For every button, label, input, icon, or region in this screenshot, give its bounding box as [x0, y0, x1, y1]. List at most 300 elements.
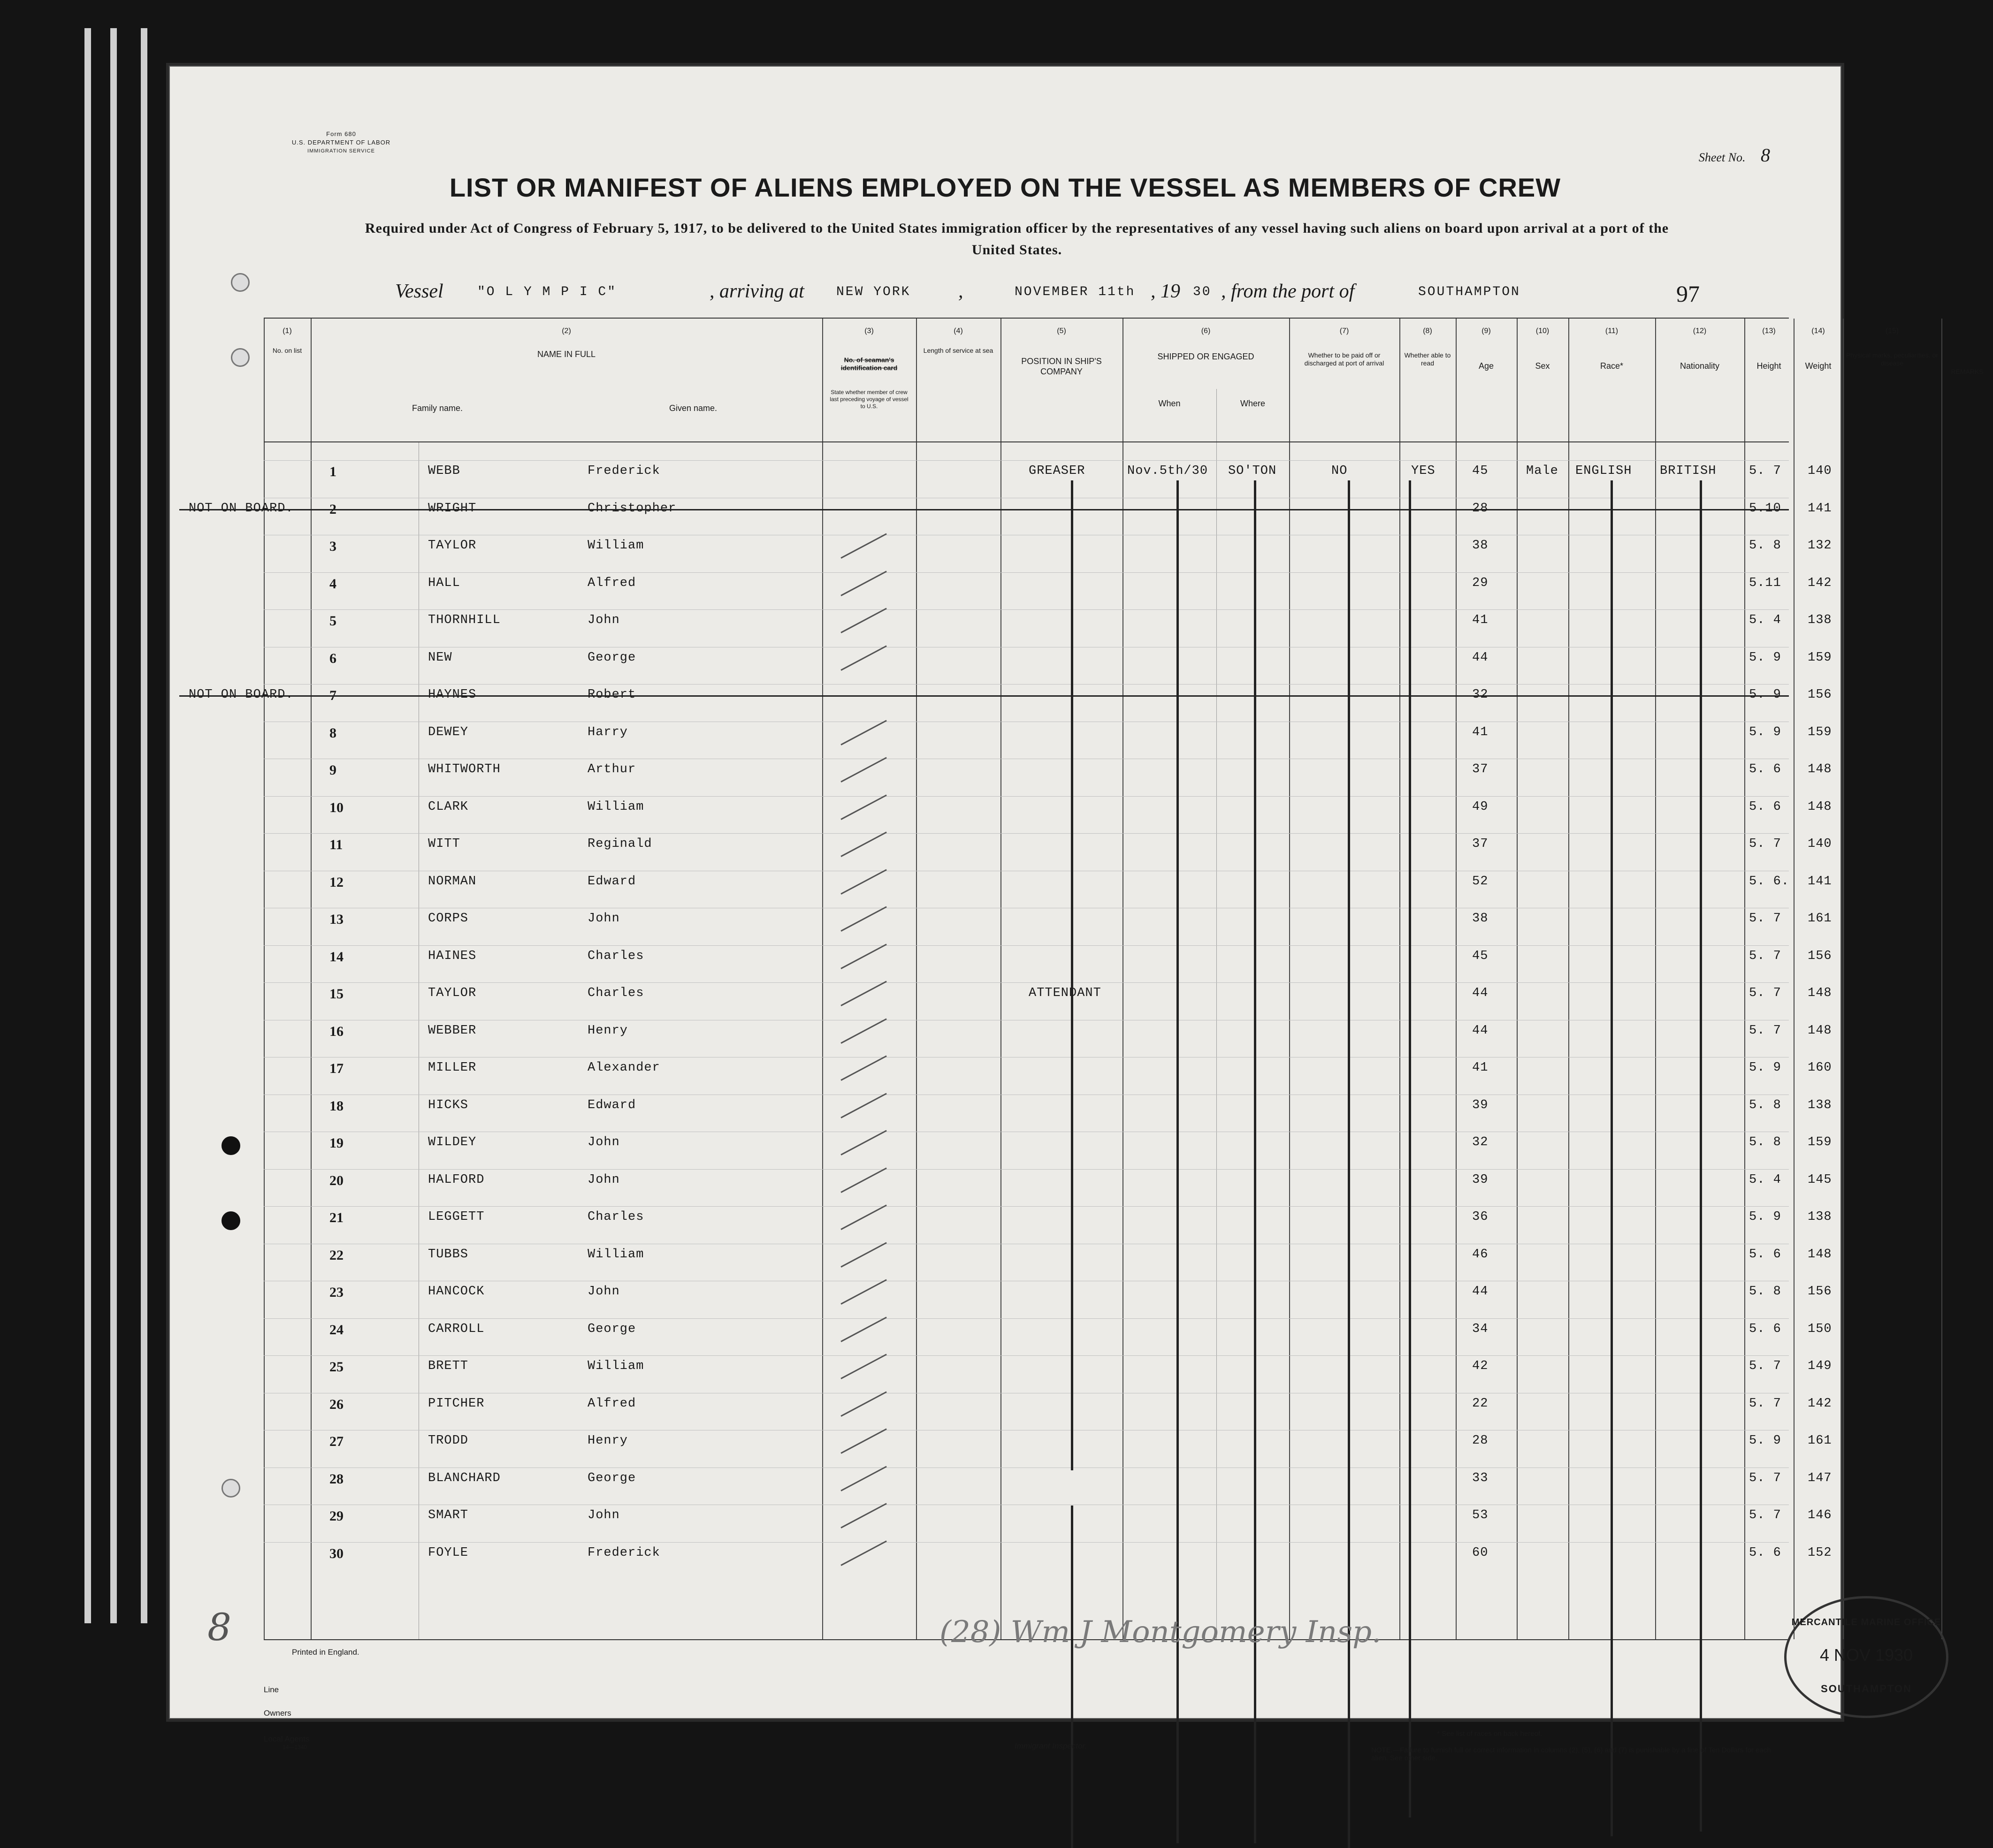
family-name: WRIGHT: [428, 501, 477, 516]
table-row: [264, 1359, 1832, 1397]
given-name: John: [588, 912, 620, 926]
family-name: LEGGETT: [428, 1210, 485, 1224]
given-name: Charles: [588, 949, 644, 963]
age: 36: [1472, 1210, 1489, 1224]
row-number: 14: [329, 949, 344, 965]
height: 5. 8: [1749, 1285, 1781, 1299]
col-9-number: (9): [1481, 327, 1491, 335]
ditto-line: [1409, 480, 1411, 1818]
age: 52: [1472, 874, 1489, 889]
sheet-number-label: Sheet No.: [1698, 151, 1746, 164]
family-name: FOYLE: [428, 1545, 469, 1560]
col-header-card: No. of seaman's identification card: [840, 356, 898, 372]
age: 38: [1472, 912, 1489, 926]
height: 5. 9: [1749, 650, 1781, 665]
family-name: WITT: [428, 837, 460, 851]
race: ENGLISH: [1575, 464, 1632, 478]
col-10-number: (10): [1535, 327, 1550, 335]
page-title: LIST OR MANIFEST OF ALIENS EMPLOYED ON THE VESSEL AS MEMBERS OF CREW: [449, 173, 1561, 202]
given-name: Christopher: [588, 501, 677, 516]
weight: 148: [1808, 1247, 1832, 1262]
col-13-number: (13): [1762, 327, 1776, 335]
races-note: * See list of races on back hereof.: [1437, 1730, 1542, 1738]
from-label: , from the port of: [1221, 281, 1355, 302]
col-header-weight: Weight: [1805, 361, 1832, 371]
row-number: 29: [329, 1508, 344, 1524]
weight: 156: [1808, 1285, 1832, 1299]
row-number: 9: [329, 762, 336, 778]
col-3-number: (3): [864, 327, 874, 335]
sheet-number: [1699, 144, 1770, 166]
col-header-given: Given name.: [669, 403, 718, 413]
row-number: 11: [329, 837, 343, 852]
row-number: 18: [329, 1098, 344, 1114]
row-number: 26: [329, 1396, 344, 1412]
family-name: MILLER: [428, 1061, 477, 1075]
table-row: [264, 576, 1832, 614]
age: 45: [1472, 949, 1489, 963]
height: 5. 7: [1749, 949, 1781, 963]
given-name: Edward: [588, 1098, 636, 1112]
family-name: WEBBER: [428, 1023, 477, 1038]
weight: 148: [1808, 799, 1832, 814]
weight: 150: [1808, 1322, 1832, 1336]
family-name: HALL: [428, 576, 460, 590]
page-edge: [110, 28, 117, 1623]
weight: 161: [1808, 1434, 1832, 1448]
age: 37: [1472, 837, 1489, 851]
age: 22: [1472, 1396, 1489, 1411]
col-15-number: (15): [1885, 327, 1899, 335]
owners-label: Owners: [264, 1709, 291, 1718]
table-row: [264, 1247, 1832, 1285]
row-number: 1: [329, 464, 336, 479]
family-name: TUBBS: [428, 1247, 469, 1262]
age: 39: [1472, 1172, 1489, 1187]
row-number: 8: [329, 725, 336, 741]
arriving-label: , arriving at: [710, 281, 804, 302]
height: 5. 8: [1749, 539, 1781, 553]
age: 44: [1472, 1285, 1489, 1299]
col-header-last-voyage: State whether member of crew last preceding voyage of vessel to U.S.: [830, 389, 909, 410]
table-row: [264, 874, 1832, 912]
col-header-read: Whether able to read: [1404, 351, 1451, 367]
family-name: NORMAN: [428, 874, 477, 889]
row-number: 19: [329, 1135, 344, 1151]
given-name: Alfred: [588, 1396, 636, 1411]
arrival-port: NEW YORK: [836, 285, 911, 299]
family-name: DEWEY: [428, 725, 469, 739]
col-7-number: (7): [1339, 327, 1349, 335]
weight: 148: [1808, 1023, 1832, 1038]
row-number: 15: [329, 986, 344, 1002]
col-header-where: Where: [1240, 399, 1265, 408]
col-11-number: (11): [1605, 327, 1619, 335]
row-number: 24: [329, 1322, 344, 1338]
form-number: Form 680: [326, 130, 356, 137]
given-name: Harry: [588, 725, 628, 739]
weight: 141: [1808, 874, 1832, 889]
col-header-service: Length of service at sea: [923, 347, 993, 354]
given-name: Reginald: [588, 837, 652, 851]
age: 41: [1472, 725, 1489, 739]
table-row: [264, 1545, 1832, 1583]
col-header-when: When: [1158, 399, 1181, 408]
col-header-paid-off: Whether to be paid off or discharged at port of arrival: [1304, 351, 1384, 367]
row-number: 12: [329, 874, 344, 890]
height: 5. 8: [1749, 1135, 1781, 1149]
ditto-line: [1700, 480, 1702, 1832]
given-name: John: [588, 1135, 620, 1149]
weight: 141: [1808, 501, 1832, 516]
row-number: 17: [329, 1061, 344, 1076]
weight: 140: [1808, 837, 1832, 851]
height: 5. 7: [1749, 1396, 1781, 1411]
table-row: [264, 1172, 1832, 1210]
form-header: [261, 130, 421, 155]
height: 5. 9: [1749, 1434, 1781, 1448]
table-row: [264, 949, 1832, 987]
given-name: Henry: [588, 1023, 628, 1038]
col-header-age: Age: [1478, 361, 1494, 371]
col-header-remarks: REMARKS: [1951, 368, 1984, 375]
table-row: [264, 837, 1832, 875]
weight: 132: [1808, 539, 1832, 553]
punch-hole: [231, 348, 250, 367]
given-name: Frederick: [588, 464, 660, 478]
col-header-name: NAME IN FULL: [537, 350, 596, 359]
table-row: [264, 725, 1832, 763]
inspector-signature: (28) Wm J Montgomery Insp.: [939, 1615, 1382, 1650]
weight: 145: [1808, 1172, 1832, 1187]
given-name: John: [588, 1285, 620, 1299]
family-name: NEW: [428, 650, 452, 665]
manifest-number: 97: [1676, 281, 1700, 307]
weight: 160: [1808, 1061, 1832, 1075]
age: 37: [1472, 762, 1489, 776]
family-name: TAYLOR: [428, 986, 477, 1000]
weight: 149: [1808, 1359, 1832, 1373]
height: 5. 6: [1749, 1247, 1781, 1262]
ditto-line: [1071, 480, 1073, 1470]
family-name: HAINES: [428, 949, 477, 963]
height: 5. 6: [1749, 762, 1781, 776]
age: 33: [1472, 1471, 1489, 1485]
family-name: PITCHER: [428, 1396, 485, 1411]
table-row: [264, 539, 1832, 576]
age: 60: [1472, 1545, 1489, 1560]
row-number: 7: [329, 688, 336, 703]
row-number: 21: [329, 1210, 344, 1225]
height: 5. 9: [1749, 1061, 1781, 1075]
height: 5.10: [1749, 501, 1781, 516]
punch-hole: [231, 273, 250, 292]
col-header-no: No. on list: [272, 347, 302, 354]
not-on-board-note: NOT ON BOARD.: [189, 501, 294, 516]
weight: 156: [1808, 688, 1832, 702]
col-2-number: (2): [562, 327, 571, 335]
weight: 140: [1808, 464, 1832, 478]
col-header-shipped: SHIPPED OR ENGAGED: [1157, 352, 1254, 361]
given-name: William: [588, 539, 644, 553]
row-number: 2: [329, 501, 336, 517]
height: 5. 9: [1749, 688, 1781, 702]
col-12-number: (12): [1693, 327, 1707, 335]
nationality: BRITISH: [1660, 464, 1717, 478]
strike-line: [179, 695, 1789, 697]
row-number: 28: [329, 1471, 344, 1487]
table-row: [264, 1098, 1832, 1136]
given-name: Edward: [588, 874, 636, 889]
height: 5. 6.: [1749, 874, 1790, 889]
table-row: [264, 1135, 1832, 1173]
weight: 156: [1808, 949, 1832, 963]
not-on-board-note: NOT ON BOARD.: [189, 688, 294, 702]
given-name: Frederick: [588, 1545, 660, 1560]
height: 5. 4: [1749, 1172, 1781, 1187]
weight: 138: [1808, 1210, 1832, 1224]
table-row: [264, 650, 1832, 688]
page-subtitle: Required under Act of Congress of February 5, 1917, to be delivered to the United States immigration officer by the representatives of any vessel having such aliens on board upon arrival at a port of the United States.: [365, 221, 1669, 258]
family-name: HALFORD: [428, 1172, 485, 1187]
given-name: George: [588, 1471, 636, 1485]
weight: 159: [1808, 725, 1832, 739]
departure-port: SOUTHAMPTON: [1418, 285, 1520, 299]
age: 28: [1472, 501, 1489, 516]
table-row: [264, 912, 1832, 949]
weight: 148: [1808, 986, 1832, 1000]
age: 29: [1472, 576, 1489, 590]
row-number: 20: [329, 1172, 344, 1188]
paid-off: NO: [1331, 464, 1348, 478]
age: 53: [1472, 1508, 1489, 1522]
height: 5. 4: [1749, 613, 1781, 627]
given-name: John: [588, 1508, 620, 1522]
row-number: 5: [329, 613, 336, 629]
given-name: Charles: [588, 1210, 644, 1224]
page-edge: [84, 28, 91, 1623]
table-row: [264, 986, 1832, 1024]
stamp-bottom: SOUTHAMPTON: [1821, 1683, 1912, 1695]
arrival-date: NOVEMBER 11th: [1015, 285, 1136, 299]
printed-note: Printed in England.: [292, 1648, 359, 1657]
agents-label: Local Agents: [264, 1734, 310, 1743]
table-row: [264, 1471, 1832, 1509]
col-4-number: (4): [954, 327, 963, 335]
year-suffix: 30: [1193, 285, 1212, 299]
given-name: William: [588, 1359, 644, 1373]
given-name: John: [588, 1172, 620, 1187]
col-14-number: (14): [1811, 327, 1825, 335]
age: 46: [1472, 1247, 1489, 1262]
age: 34: [1472, 1322, 1489, 1336]
year-prefix: , 19: [1151, 281, 1180, 302]
table-row: [264, 1023, 1832, 1061]
age: 45: [1472, 464, 1489, 478]
height: 5. 7: [1749, 1508, 1781, 1522]
row-number: 22: [329, 1247, 344, 1263]
height: 5. 7: [1749, 1471, 1781, 1485]
table-row: [264, 762, 1832, 800]
form-code: 14—1340: [283, 1744, 307, 1750]
table-row: [264, 799, 1832, 837]
given-name: Robert: [588, 688, 636, 702]
age: 28: [1472, 1434, 1489, 1448]
height: 5. 7: [1749, 837, 1781, 851]
weight: 148: [1808, 762, 1832, 776]
given-name: John: [588, 613, 620, 627]
punch-hole: [221, 1479, 240, 1498]
family-name: HICKS: [428, 1098, 469, 1112]
family-name: HANCOCK: [428, 1285, 485, 1299]
sex: Male: [1526, 464, 1558, 478]
vessel-label: Vessel: [395, 281, 443, 302]
col-1-number: (1): [283, 327, 292, 335]
age: 32: [1472, 688, 1489, 702]
given-name: Arthur: [588, 762, 636, 776]
table-row: [264, 464, 1832, 502]
stamp-top: MERCANTILE MARINE OFFICE: [1791, 1617, 1941, 1627]
family-name: WILDEY: [428, 1135, 477, 1149]
age: 49: [1472, 799, 1489, 814]
ditto-line: [1611, 480, 1613, 1836]
row-number: 16: [329, 1023, 344, 1039]
weight: 147: [1808, 1471, 1832, 1485]
row-number: 4: [329, 576, 336, 592]
table-row: [264, 1322, 1832, 1360]
row-number: 25: [329, 1359, 344, 1375]
row-number: 3: [329, 539, 336, 554]
row-number: 13: [329, 912, 344, 927]
shipped-where: SO'TON: [1228, 464, 1277, 478]
col-6-number: (6): [1201, 327, 1211, 335]
age: 44: [1472, 650, 1489, 665]
age: 32: [1472, 1135, 1489, 1149]
weight: 152: [1808, 1545, 1832, 1560]
punch-hole: [221, 1136, 240, 1155]
family-name: HAYNES: [428, 688, 477, 702]
family-name: TAYLOR: [428, 539, 477, 553]
family-name: BLANCHARD: [428, 1471, 501, 1485]
height: 5. 7: [1749, 912, 1781, 926]
given-name: George: [588, 1322, 636, 1336]
col-header-nationality: Nationality: [1680, 361, 1720, 371]
comma: ,: [958, 281, 963, 302]
row-number: 30: [329, 1545, 344, 1561]
weight: 159: [1808, 650, 1832, 665]
page-edge: [141, 28, 147, 1623]
col-header-position: POSITION IN SHIP'S COMPANY: [1021, 357, 1102, 376]
family-name: WHITWORTH: [428, 762, 501, 776]
family-name: THORNHILL: [428, 613, 501, 627]
height: 5. 7: [1749, 1023, 1781, 1038]
table-row: [264, 1061, 1832, 1098]
age: 44: [1472, 986, 1489, 1000]
weight: 161: [1808, 912, 1832, 926]
table-row: [189, 688, 1832, 725]
given-name: Henry: [588, 1434, 628, 1448]
line-label: Line: [264, 1685, 279, 1694]
manifest-sheet: [169, 66, 1984, 1762]
family-name: CORPS: [428, 912, 469, 926]
weight: 138: [1808, 613, 1832, 627]
family-name: BRETT: [428, 1359, 469, 1373]
form-service: IMMIGRATION SERVICE: [307, 148, 375, 154]
position: ATTENDANT: [1029, 986, 1101, 1000]
family-name: WEBB: [428, 464, 460, 478]
vessel-name: "O L Y M P I C": [477, 285, 617, 299]
col-header-height: Height: [1756, 361, 1781, 371]
family-name: CARROLL: [428, 1322, 485, 1336]
strike-line: [179, 509, 1789, 510]
height: 5. 7: [1749, 986, 1781, 1000]
given-name: Alexander: [588, 1061, 660, 1075]
age: 44: [1472, 1023, 1489, 1038]
height: 5. 9: [1749, 1210, 1781, 1224]
row-number: 27: [329, 1434, 344, 1449]
height: 5. 6: [1749, 1545, 1781, 1560]
age: 41: [1472, 613, 1489, 627]
col-5-number: (5): [1057, 327, 1066, 335]
col-header-physical: Physical marks, peculiarities, or disease: [1846, 351, 1939, 367]
table-row: [264, 1434, 1832, 1471]
row-number: 23: [329, 1285, 344, 1300]
height: 5. 9: [1749, 725, 1781, 739]
table-row: [264, 1508, 1832, 1546]
weight: 138: [1808, 1098, 1832, 1112]
col-8-number: (8): [1423, 327, 1432, 335]
given-name: William: [588, 799, 644, 814]
table-row: [264, 613, 1832, 651]
office-stamp: [1784, 1596, 1948, 1718]
table-row: [264, 1396, 1832, 1434]
position: GREASER: [1029, 464, 1085, 478]
height: 5. 8: [1749, 1098, 1781, 1112]
age: 42: [1472, 1359, 1489, 1373]
given-name: William: [588, 1247, 644, 1262]
weight: 142: [1808, 1396, 1832, 1411]
family-name: TRODD: [428, 1434, 469, 1448]
age: 39: [1472, 1098, 1489, 1112]
weight: 146: [1808, 1508, 1832, 1522]
weight: 159: [1808, 1135, 1832, 1149]
able-to-read: YES: [1411, 464, 1436, 478]
family-name: CLARK: [428, 799, 469, 814]
height: 5. 6: [1749, 799, 1781, 814]
stamp-date: 4 NOV 1930: [1819, 1645, 1913, 1665]
height: 5.11: [1749, 576, 1781, 590]
given-name: Charles: [588, 986, 644, 1000]
height: 5. 7: [1749, 464, 1781, 478]
row-number: 10: [329, 799, 344, 815]
col-header-race: Race*: [1600, 361, 1624, 371]
vessel-line: [395, 280, 1850, 308]
table-row: [264, 1210, 1832, 1247]
given-name: George: [588, 650, 636, 665]
family-name: SMART: [428, 1508, 469, 1522]
col-header-sex: Sex: [1535, 361, 1550, 371]
form-department: U.S. DEPARTMENT OF LABOR: [291, 139, 391, 146]
table-row: [189, 501, 1832, 539]
row-number: 6: [329, 650, 336, 666]
age: 41: [1472, 1061, 1489, 1075]
ditto-line: [1071, 1506, 1073, 1848]
weight: 142: [1808, 576, 1832, 590]
age: 38: [1472, 539, 1489, 553]
inspector-label: Immigrant Inspector.: [1015, 1742, 1087, 1750]
penalty-note: NOTE.—Failure to furnish full or correct information in columns (2), (5), (6) and (7) is punishable by a fine of Ten Dollars for each alien. See other side.: [1371, 1746, 1771, 1762]
height: 5. 7: [1749, 1359, 1781, 1373]
